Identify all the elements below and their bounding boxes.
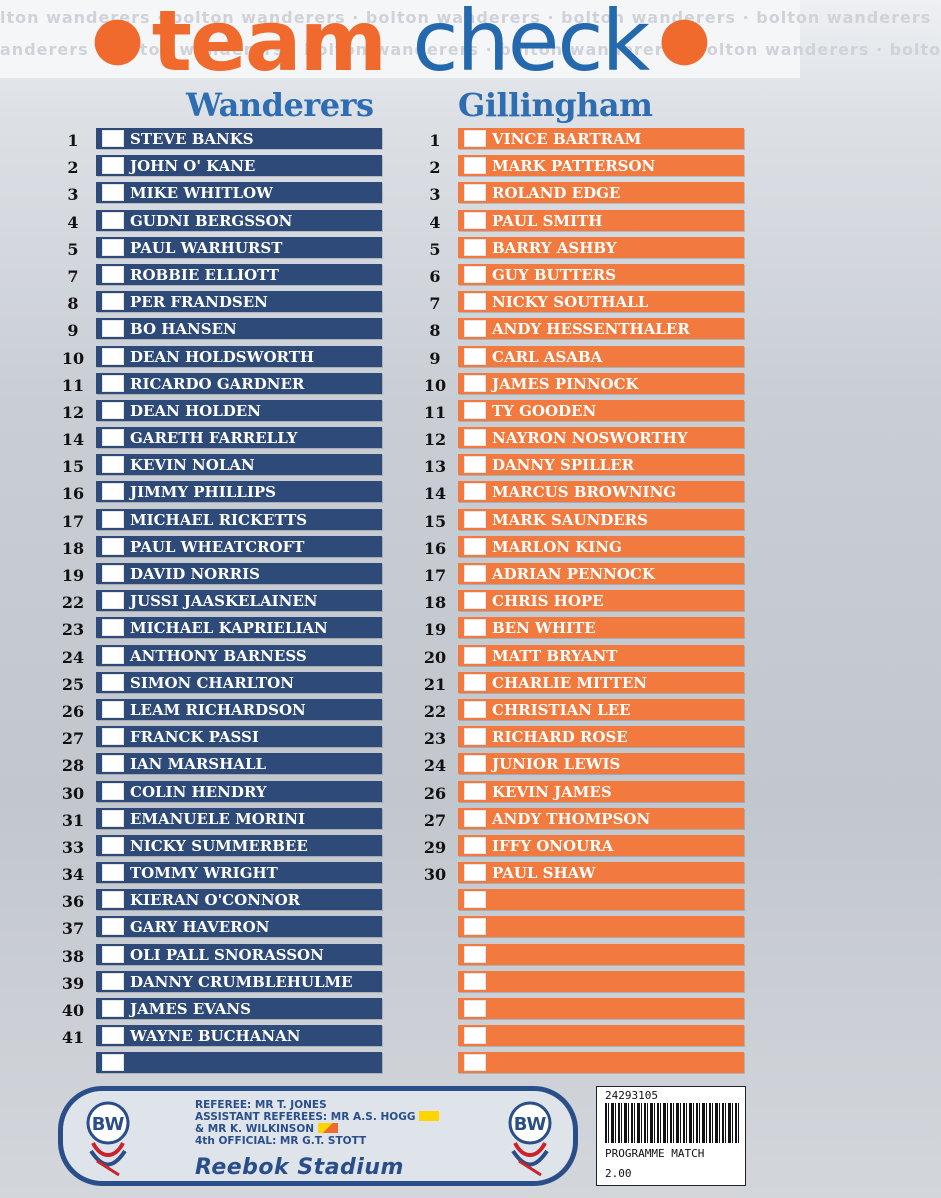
- tick-checkbox[interactable]: [464, 456, 486, 473]
- tick-checkbox[interactable]: [102, 837, 124, 854]
- player-name: GUDNI BERGSSON: [130, 211, 293, 230]
- player-name: JUNIOR LEWIS: [492, 755, 621, 774]
- player-bar: [458, 835, 744, 856]
- player-name: DANNY CRUMBLEHULME: [130, 972, 353, 991]
- tick-checkbox[interactable]: [464, 592, 486, 609]
- player-bar: [458, 617, 744, 638]
- player-name: ANDY THOMPSON: [492, 809, 651, 828]
- tick-checkbox[interactable]: [102, 1054, 124, 1071]
- player-bar: [96, 672, 382, 693]
- tick-checkbox[interactable]: [102, 157, 124, 174]
- stadium-name: Reebok Stadium: [195, 1155, 404, 1180]
- player-name: NICKY SUMMERBEE: [130, 836, 308, 855]
- player-name: PAUL WHEATCROFT: [130, 537, 305, 556]
- player-name: CARL ASABA: [492, 347, 603, 366]
- player-bar: [458, 971, 744, 992]
- tick-checkbox[interactable]: [102, 130, 124, 147]
- player-bar: [96, 346, 382, 367]
- squad-number: 9: [429, 348, 441, 368]
- squad-number: 5: [429, 239, 441, 259]
- player-name: GARY HAVERON: [130, 918, 270, 937]
- squad-number: 26: [61, 701, 85, 721]
- bullet-dot-icon: ●: [91, 3, 142, 73]
- player-name: IFFY ONOURA: [492, 836, 614, 855]
- tick-checkbox[interactable]: [464, 1027, 486, 1044]
- player-name: OLI PALL SNORASSON: [130, 945, 324, 964]
- tick-checkbox[interactable]: [102, 1000, 124, 1017]
- squad-number: 11: [61, 375, 85, 395]
- player-bar: [458, 753, 744, 774]
- tick-checkbox[interactable]: [102, 483, 124, 500]
- squad-number: 28: [61, 756, 85, 776]
- player-name: EMANUELE MORINI: [130, 809, 305, 828]
- player-name: BEN WHITE: [492, 619, 596, 638]
- tick-checkbox[interactable]: [102, 184, 124, 201]
- player-bar: [96, 889, 382, 910]
- tick-checkbox[interactable]: [102, 918, 124, 935]
- tick-checkbox[interactable]: [102, 320, 124, 337]
- squad-number: 16: [61, 484, 85, 504]
- squad-number: 36: [61, 892, 85, 912]
- player-name: WAYNE BUCHANAN: [130, 1027, 301, 1046]
- tick-checkbox[interactable]: [102, 212, 124, 229]
- squad-number: 9: [67, 321, 79, 341]
- squad-number: 30: [423, 865, 447, 885]
- tick-checkbox[interactable]: [464, 375, 486, 392]
- tick-checkbox[interactable]: [464, 483, 486, 500]
- assistant-referee-line-2: & MR K. WILKINSON: [195, 1123, 439, 1135]
- player-bar: [96, 808, 382, 829]
- watermark-line-1: lton wanderers · bolton wanderers · bolton wanderers · bolton wanderers · bolton wanderers: [0, 8, 932, 27]
- tick-checkbox[interactable]: [102, 728, 124, 745]
- squad-number: 6: [429, 266, 441, 286]
- yellow-card-icon: [419, 1111, 439, 1121]
- player-name: MICHAEL KAPRIELIAN: [130, 619, 328, 638]
- tick-checkbox[interactable]: [464, 619, 486, 636]
- player-name: CHRIS HOPE: [492, 592, 604, 611]
- tick-checkbox[interactable]: [102, 511, 124, 528]
- tick-checkbox[interactable]: [464, 320, 486, 337]
- player-name: GARETH FARRELLY: [130, 429, 298, 448]
- masthead: [0, 0, 941, 90]
- tick-checkbox[interactable]: [464, 864, 486, 881]
- player-name: TOMMY WRIGHT: [130, 864, 278, 883]
- player-bar: [458, 373, 744, 394]
- player-name: FRANCK PASSI: [130, 728, 259, 747]
- player-bar: [96, 509, 382, 530]
- tick-checkbox[interactable]: [464, 647, 486, 664]
- player-bar: [458, 182, 744, 203]
- tick-checkbox[interactable]: [102, 891, 124, 908]
- player-name: MARCUS BROWNING: [492, 483, 677, 502]
- squad-number: 7: [67, 266, 79, 286]
- referee-line: REFEREE: MR T. JONES: [195, 1099, 327, 1111]
- tick-checkbox[interactable]: [102, 674, 124, 691]
- player-bar: [96, 563, 382, 584]
- player-name: DEAN HOLDSWORTH: [130, 347, 315, 366]
- tick-checkbox[interactable]: [102, 402, 124, 419]
- watermark-line-2: anderers · bolton wanderers · bolton wanderers · bolton wanderers · bolton wanderers · bolto: [0, 40, 941, 59]
- bullet-dot-icon: ●: [658, 3, 709, 73]
- player-bar: [458, 781, 744, 802]
- player-name: ROLAND EDGE: [492, 184, 621, 203]
- squad-number: 21: [423, 674, 447, 694]
- player-name: JAMES EVANS: [130, 1000, 251, 1018]
- player-bar: [458, 916, 744, 937]
- squad-number: 25: [61, 674, 85, 694]
- squad-number: 19: [423, 620, 447, 640]
- tick-checkbox[interactable]: [464, 674, 486, 691]
- player-name: RICHARD ROSE: [492, 728, 628, 747]
- player-name: ADRIAN PENNOCK: [492, 565, 655, 583]
- player-bar: [96, 373, 382, 394]
- player-bar: [96, 128, 382, 149]
- player-name: GUY BUTTERS: [492, 265, 617, 284]
- squad-number: 27: [61, 729, 85, 749]
- squad-number: 2: [67, 158, 79, 178]
- player-bar: [458, 1025, 744, 1046]
- player-name: SIMON CHARLTON: [130, 673, 294, 692]
- player-bar: [96, 536, 382, 557]
- player-name: LEAM RICHARDSON: [130, 700, 306, 719]
- squad-number: 30: [61, 783, 85, 803]
- squad-number: 14: [423, 484, 447, 504]
- player-bar: [96, 454, 382, 475]
- player-name: MARK PATTERSON: [492, 157, 656, 176]
- squad-number: 12: [61, 402, 85, 422]
- tick-checkbox[interactable]: [102, 592, 124, 609]
- tick-checkbox[interactable]: [102, 239, 124, 256]
- tick-checkbox[interactable]: [102, 266, 124, 283]
- player-bar: [96, 400, 382, 421]
- squad-number: 15: [61, 457, 85, 477]
- svg-text:BW: BW: [513, 1114, 547, 1135]
- player-bar: [458, 808, 744, 829]
- player-name: DAVID NORRIS: [130, 565, 260, 583]
- player-bar: [458, 454, 744, 475]
- player-name: PAUL WARHURST: [130, 238, 283, 257]
- player-bar: [96, 264, 382, 285]
- player-bar: [96, 1052, 382, 1073]
- player-name: KEVIN NOLAN: [130, 456, 255, 475]
- player-name: KEVIN JAMES: [492, 782, 612, 801]
- tick-checkbox[interactable]: [102, 864, 124, 881]
- tick-checkbox[interactable]: [464, 565, 486, 582]
- tick-checkbox[interactable]: [102, 701, 124, 718]
- squad-number: 41: [61, 1028, 85, 1048]
- player-bar: [458, 563, 744, 584]
- player-bar: [96, 998, 382, 1019]
- squad-number: 10: [61, 348, 85, 368]
- player-name: MICHAEL RICKETTS: [130, 510, 308, 529]
- player-name: DEAN HOLDEN: [130, 401, 261, 420]
- player-bar: [458, 590, 744, 611]
- player-name: KIERAN O'CONNOR: [130, 891, 301, 910]
- squad-number: 39: [61, 973, 85, 993]
- player-name: JIMMY PHILLIPS: [130, 483, 276, 502]
- barcode-label: [596, 1086, 746, 1186]
- player-name: NAYRON NOSWORTHY: [492, 429, 688, 448]
- player-name: JAMES PINNOCK: [492, 374, 639, 393]
- barcode-product-label: PROGRAMME MATCH: [605, 1147, 705, 1160]
- player-bar: [458, 291, 744, 312]
- player-name: DANNY SPILLER: [492, 456, 635, 475]
- player-bar: [96, 781, 382, 802]
- squad-number: 31: [61, 810, 85, 830]
- player-bar: [458, 998, 744, 1019]
- title-word-team: team: [151, 0, 386, 90]
- player-bar: [96, 971, 382, 992]
- player-bar: [458, 645, 744, 666]
- player-bar: [96, 617, 382, 638]
- player-name: PER FRANDSEN: [130, 293, 268, 312]
- player-name: RICARDO GARDNER: [130, 374, 305, 393]
- squad-number: 20: [423, 647, 447, 667]
- away-team-name: Gillingham: [458, 86, 653, 124]
- tick-checkbox[interactable]: [464, 184, 486, 201]
- squad-number: 4: [429, 212, 441, 232]
- tick-checkbox[interactable]: [102, 565, 124, 582]
- tick-checkbox[interactable]: [464, 157, 486, 174]
- player-name: TY GOODEN: [492, 401, 597, 420]
- tick-checkbox[interactable]: [102, 783, 124, 800]
- squad-number: 34: [61, 865, 85, 885]
- squad-number: 37: [61, 919, 85, 939]
- squad-number: 15: [423, 511, 447, 531]
- squad-number: 16: [423, 538, 447, 558]
- barcode-icon: [605, 1103, 739, 1143]
- player-bar: [458, 400, 744, 421]
- squad-number: 29: [423, 837, 447, 857]
- tick-checkbox[interactable]: [102, 946, 124, 963]
- tick-checkbox[interactable]: [102, 538, 124, 555]
- player-name: BARRY ASHBY: [492, 238, 617, 257]
- tick-checkbox[interactable]: [464, 946, 486, 963]
- player-bar: [96, 835, 382, 856]
- tick-checkbox[interactable]: [464, 1054, 486, 1071]
- squad-number: 23: [423, 729, 447, 749]
- player-bar: [458, 427, 744, 448]
- squad-number: 1: [67, 131, 79, 150]
- tick-checkbox[interactable]: [464, 511, 486, 528]
- tick-checkbox[interactable]: [464, 755, 486, 772]
- tick-checkbox[interactable]: [464, 891, 486, 908]
- tick-checkbox[interactable]: [464, 837, 486, 854]
- player-bar: [458, 672, 744, 693]
- tick-checkbox[interactable]: [464, 348, 486, 365]
- tick-checkbox[interactable]: [102, 973, 124, 990]
- player-name: CHARLIE MITTEN: [492, 673, 647, 692]
- squad-number: 38: [61, 946, 85, 966]
- player-bar: [96, 699, 382, 720]
- club-crest-icon: [81, 1099, 135, 1179]
- player-name: MARLON KING: [492, 537, 622, 556]
- squad-number: 26: [423, 783, 447, 803]
- squad-number: 22: [61, 593, 85, 613]
- tick-checkbox[interactable]: [464, 810, 486, 827]
- player-name: BO HANSEN: [130, 320, 237, 339]
- player-name: JUSSI JAASKELAINEN: [130, 592, 318, 611]
- tick-checkbox[interactable]: [464, 701, 486, 718]
- player-name: VINCE BARTRAM: [492, 130, 642, 148]
- squad-number: 18: [423, 593, 447, 613]
- tick-checkbox[interactable]: [464, 1000, 486, 1017]
- player-bar: [96, 645, 382, 666]
- player-name: PAUL SHAW: [492, 864, 596, 883]
- tick-checkbox[interactable]: [102, 293, 124, 310]
- player-name: IAN MARSHALL: [130, 755, 267, 774]
- squad-number: 8: [67, 294, 79, 314]
- page-title: [0, 0, 941, 90]
- squad-number: 18: [61, 538, 85, 558]
- player-bar: [458, 210, 744, 231]
- home-team-name: Wanderers: [186, 86, 374, 124]
- player-bar: [458, 1052, 744, 1073]
- player-name: CHRISTIAN LEE: [492, 700, 631, 719]
- squad-number: 40: [61, 1001, 85, 1020]
- squad-number: 33: [61, 837, 85, 857]
- player-bar: [96, 318, 382, 339]
- tick-checkbox[interactable]: [464, 973, 486, 990]
- tick-checkbox[interactable]: [464, 538, 486, 555]
- player-bar: [96, 1025, 382, 1046]
- tick-checkbox[interactable]: [102, 456, 124, 473]
- tick-checkbox[interactable]: [102, 429, 124, 446]
- player-name: MIKE WHITLOW: [130, 184, 273, 203]
- title-word-check: check: [412, 0, 649, 90]
- squad-number: 24: [423, 756, 447, 776]
- player-bar: [96, 481, 382, 502]
- player-name: JOHN O' KANE: [130, 157, 256, 176]
- assistant-referee-line-1: ASSISTANT REFEREES: MR A.S. HOGG: [195, 1111, 439, 1123]
- tick-checkbox[interactable]: [102, 755, 124, 772]
- player-name: PAUL SMITH: [492, 211, 603, 230]
- tick-checkbox[interactable]: [464, 728, 486, 745]
- tick-checkbox[interactable]: [464, 130, 486, 147]
- player-name: ANDY HESSENTHALER: [492, 320, 690, 339]
- squad-number: 22: [423, 701, 447, 721]
- tick-checkbox[interactable]: [464, 239, 486, 256]
- squad-number: 27: [423, 810, 447, 830]
- barcode-number: 24293105: [605, 1089, 658, 1102]
- player-bar: [96, 182, 382, 203]
- squad-number: 10: [423, 375, 447, 395]
- player-bar: [458, 944, 744, 965]
- squad-number: 17: [61, 511, 85, 531]
- club-crest-icon: [503, 1099, 557, 1179]
- player-bar: [458, 155, 744, 176]
- squad-number: 1: [429, 131, 441, 150]
- player-bar: [96, 237, 382, 258]
- tick-checkbox[interactable]: [102, 375, 124, 392]
- squad-number: 8: [429, 321, 441, 341]
- player-name: ANTHONY BARNESS: [130, 646, 307, 665]
- tick-checkbox[interactable]: [464, 293, 486, 310]
- squad-number: 4: [67, 212, 79, 232]
- tick-checkbox[interactable]: [464, 266, 486, 283]
- player-bar: [96, 916, 382, 937]
- squad-number: 23: [61, 620, 85, 640]
- squad-number: 11: [423, 402, 447, 422]
- player-bar: [458, 726, 744, 747]
- tick-checkbox[interactable]: [102, 1027, 124, 1044]
- player-name: MARK SAUNDERS: [492, 510, 648, 529]
- player-bar: [96, 210, 382, 231]
- tick-checkbox[interactable]: [464, 402, 486, 419]
- player-bar: [96, 726, 382, 747]
- tick-checkbox[interactable]: [464, 918, 486, 935]
- player-bar: [458, 346, 744, 367]
- svg-text:BW: BW: [91, 1114, 125, 1135]
- player-bar: [458, 889, 744, 910]
- player-bar: [458, 862, 744, 883]
- officials-panel: [58, 1086, 578, 1186]
- tick-checkbox[interactable]: [464, 429, 486, 446]
- tick-checkbox[interactable]: [102, 619, 124, 636]
- squad-number: 7: [429, 294, 441, 314]
- squad-number: 2: [429, 158, 441, 178]
- player-name: NICKY SOUTHALL: [492, 293, 649, 312]
- player-bar: [458, 536, 744, 557]
- player-bar: [458, 509, 744, 530]
- tick-checkbox[interactable]: [464, 212, 486, 229]
- tick-checkbox[interactable]: [102, 348, 124, 365]
- player-name: ROBBIE ELLIOTT: [130, 265, 279, 284]
- player-bar: [96, 291, 382, 312]
- player-bar: [96, 944, 382, 965]
- player-bar: [96, 155, 382, 176]
- player-bar: [458, 128, 744, 149]
- player-bar: [96, 753, 382, 774]
- player-bar: [458, 699, 744, 720]
- tick-checkbox[interactable]: [102, 810, 124, 827]
- linesman-flag-icon: [318, 1123, 338, 1133]
- squad-number: 3: [429, 185, 441, 205]
- player-bar: [96, 590, 382, 611]
- officials-text: [195, 1099, 439, 1147]
- player-name: STEVE BANKS: [130, 130, 254, 148]
- tick-checkbox[interactable]: [102, 647, 124, 664]
- player-bar: [458, 237, 744, 258]
- squad-number: 3: [67, 185, 79, 205]
- player-bar: [96, 427, 382, 448]
- player-bar: [96, 862, 382, 883]
- squad-number: 5: [67, 239, 79, 259]
- squad-number: 12: [423, 430, 447, 450]
- player-name: MATT BRYANT: [492, 646, 618, 665]
- squad-number: 14: [61, 430, 85, 450]
- tick-checkbox[interactable]: [464, 783, 486, 800]
- player-name: COLIN HENDRY: [130, 782, 267, 801]
- fourth-official-line: 4th OFFICIAL: MR G.T. STOTT: [195, 1135, 367, 1147]
- player-bar: [458, 481, 744, 502]
- squad-number: 19: [61, 566, 85, 585]
- squad-number: 17: [423, 566, 447, 585]
- squad-number: 24: [61, 647, 85, 667]
- barcode-price: 2.00: [605, 1167, 632, 1180]
- player-bar: [458, 264, 744, 285]
- squad-number: 13: [423, 457, 447, 477]
- player-bar: [458, 318, 744, 339]
